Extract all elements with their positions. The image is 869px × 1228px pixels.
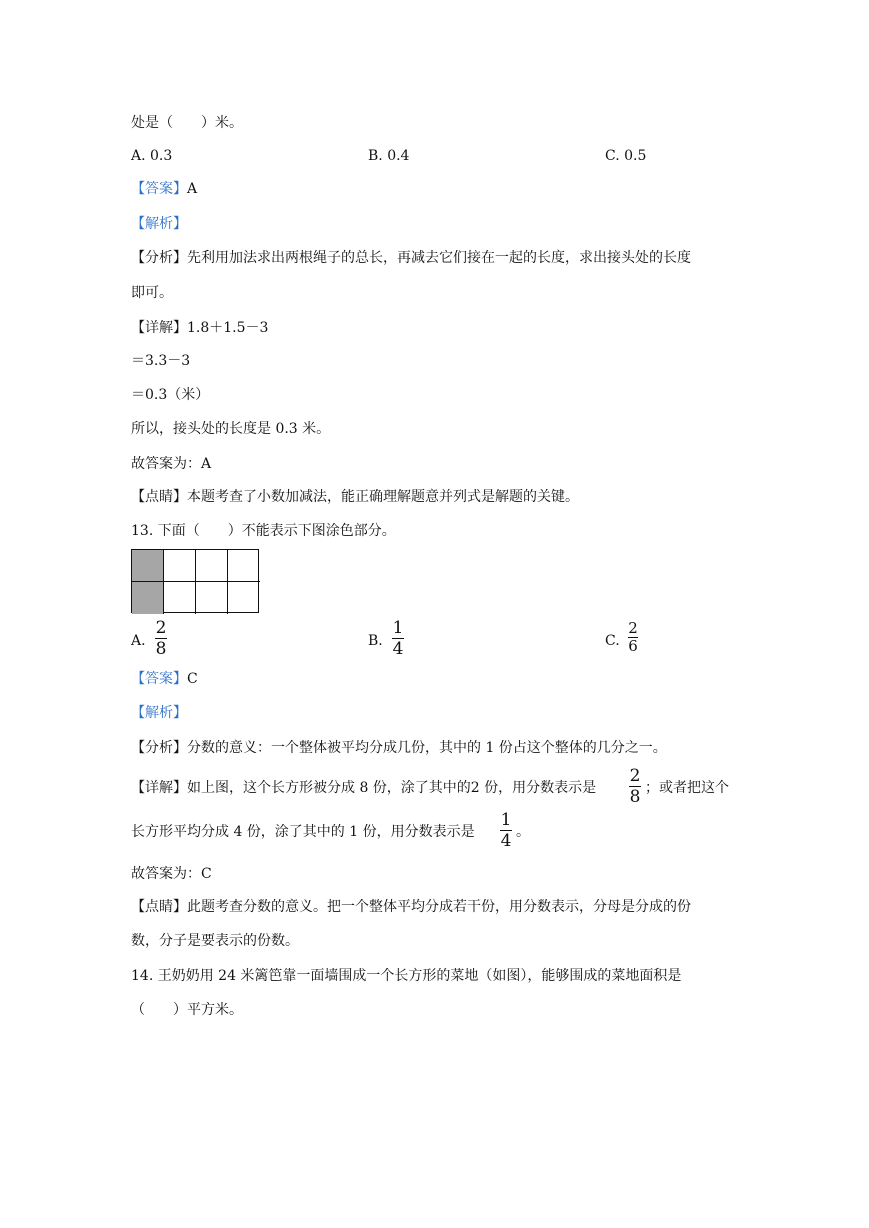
q12-dianjing — [131, 487, 579, 507]
numerator: 2 — [629, 766, 641, 786]
dianjing-label: 【点睛】 — [131, 489, 187, 505]
xiangjie-label: 【详解】 — [131, 320, 187, 336]
grid-cell — [228, 582, 260, 614]
dianjing-text: 本题考查了小数加减法，能正确理解题意并列式是解题的关键。 — [187, 489, 579, 505]
answer-label: 【答案】 — [131, 671, 187, 687]
numerator: 1 — [500, 810, 512, 830]
fenxi-label: 【分析】 — [131, 250, 187, 266]
q13-dianjing-cont: 数，分子是要表示的份数。 — [131, 933, 299, 949]
xiangjie-line1: 1.8＋1.5－3 — [187, 320, 269, 336]
q13-option-a-letter: A. — [131, 633, 146, 649]
q12-fenxi-cont: 即可。 — [131, 285, 173, 301]
q12-fenxi — [131, 248, 691, 268]
q12-xiangjie-line2: ＝3.3－3 — [131, 353, 191, 369]
q13-dianjing — [131, 897, 691, 917]
grid-cell — [164, 550, 196, 582]
grid-cell-shaded — [132, 582, 164, 614]
grid-cell — [228, 550, 260, 582]
denominator: 4 — [500, 831, 512, 851]
q12-xiangjie-line3: ＝0.3（米） — [131, 387, 210, 403]
grid-cell — [164, 582, 196, 614]
answer-value: A — [187, 181, 198, 197]
xiangjie-label: 【详解】 — [131, 780, 187, 796]
inline-fraction-1-4 — [500, 810, 512, 851]
q13-option-b-letter: B. — [368, 633, 383, 649]
denominator: 8 — [155, 639, 167, 659]
q14-stem-line2: （ ）平方米。 — [131, 1002, 243, 1018]
shaded-grid-figure — [131, 549, 259, 613]
q12-conclusion: 故答案为：A — [131, 456, 212, 472]
q13-analysis-label: 【解析】 — [131, 705, 187, 721]
answer-label: 【答案】 — [131, 181, 187, 197]
q13-fenxi — [131, 738, 667, 758]
q14-stem-line1: 14. 王奶奶用 24 米篱笆靠一面墙围成一个长方形的菜地（如图），能够围成的菜地面积是 — [131, 968, 682, 984]
grid-cell-shaded — [132, 550, 164, 582]
q13-conclusion: 故答案为：C — [131, 866, 212, 882]
q13-option-c-letter: C. — [605, 633, 620, 649]
xiangjie-text: 如上图，这个长方形被分成 8 份，涂了其中的2 份，用分数表示是 — [187, 780, 597, 796]
q12-option-b: B. 0.4 — [368, 148, 410, 164]
denominator: 8 — [629, 787, 641, 807]
q13-option-c-fraction — [628, 620, 638, 655]
fenxi-label: 【分析】 — [131, 740, 187, 756]
inline-fraction-2-8 — [629, 766, 641, 807]
dianjing-label: 【点睛】 — [131, 899, 187, 915]
q12-analysis-label: 【解析】 — [131, 216, 187, 232]
numerator: 2 — [155, 618, 167, 638]
numerator: 2 — [628, 619, 638, 637]
denominator: 6 — [628, 637, 638, 655]
q13-xiangjie-part2: ；或者把这个 — [645, 780, 729, 796]
dianjing-text: 此题考查分数的意义。把一个整体平均分成若干份，用分数表示，分母是分成的份 — [187, 899, 691, 915]
q13-xiangjie — [131, 778, 596, 798]
q13-xiangjie-part3: 长方形平均分成 4 份，涂了其中的 1 份，用分数表示是 — [131, 824, 475, 840]
q13-xiangjie-part4: 。 — [516, 824, 530, 840]
fenxi-text: 先利用加法求出两根绳子的总长，再减去它们接在一起的长度，求出接头处的长度 — [187, 250, 691, 266]
q12-option-c: C. 0.5 — [605, 148, 647, 164]
answer-value: C — [187, 671, 198, 687]
q12-xiangjie-line4: 所以，接头处的长度是 0.3 米。 — [131, 421, 331, 437]
fenxi-text: 分数的意义：一个整体被平均分成几份，其中的 1 份占这个整体的几分之一。 — [187, 740, 667, 756]
denominator: 4 — [392, 639, 404, 659]
grid-cell — [196, 550, 228, 582]
numerator: 1 — [392, 618, 404, 638]
q12-option-a: A. 0.3 — [131, 148, 173, 164]
q13-stem: 13. 下面（ ）不能表示下图涂色部分。 — [131, 523, 396, 539]
q13-option-a-fraction — [155, 618, 167, 659]
q12-answer — [131, 179, 197, 199]
grid-cell — [196, 582, 228, 614]
q13-option-b-fraction — [392, 618, 404, 659]
q13-answer — [131, 669, 198, 689]
q12-stem-end: 处是（ ）米。 — [131, 115, 243, 131]
q12-xiangjie — [131, 318, 268, 338]
